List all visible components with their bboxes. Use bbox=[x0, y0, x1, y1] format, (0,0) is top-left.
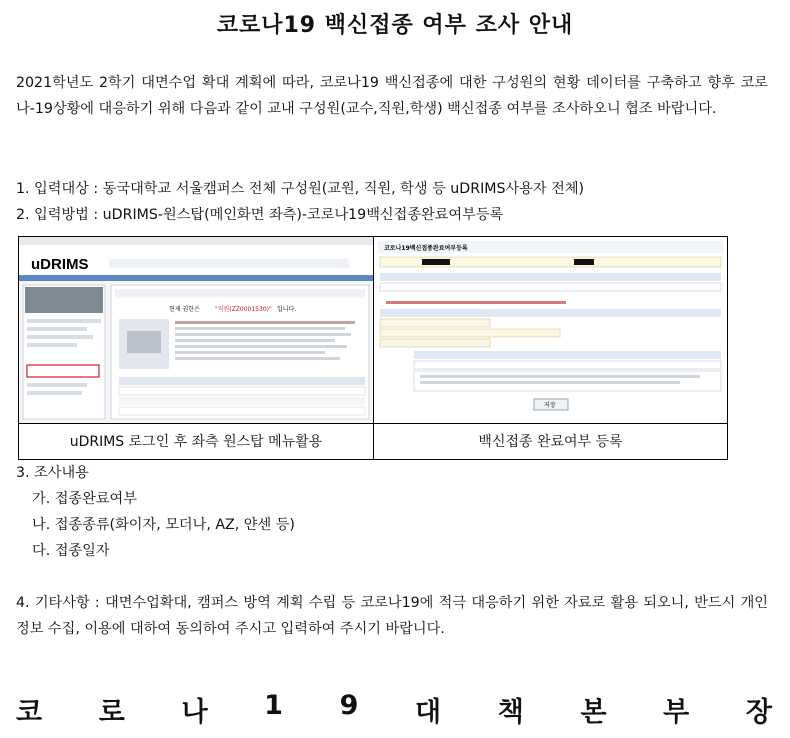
registration-heading: 코로나19백신접종완료여부등록 bbox=[384, 245, 468, 252]
footer-char: 코 bbox=[16, 697, 43, 728]
footer-char: 장 bbox=[745, 697, 772, 728]
footer-char: 로 bbox=[98, 697, 125, 728]
welcome-text: 현재 권한은 bbox=[169, 306, 200, 313]
footer-char: 대 bbox=[415, 697, 442, 728]
role-text: "직원(ZZ0001530)" bbox=[215, 306, 272, 313]
contents-header: 3. 조사내용 bbox=[16, 465, 89, 481]
udrims-logo: uDRIMS bbox=[31, 256, 89, 273]
footer-char: 나 bbox=[181, 697, 208, 728]
udrims-screenshot bbox=[19, 237, 374, 423]
signature-footer bbox=[16, 690, 772, 729]
left-caption: uDRIMS 로그인 후 좌측 원스탑 메뉴활용 bbox=[19, 424, 374, 460]
footer-char: 책 bbox=[497, 697, 524, 728]
footer-char: 9 bbox=[339, 690, 359, 721]
intro-paragraph: 2021학년도 2학기 대면수업 확대 계획에 따라, 코로나19 백신접종에 대한 구성원의 현황 데이터를 구축하고 향후 코로나-19상황에 대응하기 위해 다음과 같이 교내 구성원(교수,직원,학생) 백신접종 여부를 조사하오니 협조 바랍니다. bbox=[16, 75, 768, 117]
figure-caption-row bbox=[19, 423, 727, 460]
right-caption: 백신접종 완료여부 등록 bbox=[478, 434, 623, 450]
role-suffix: 입니다. bbox=[277, 306, 297, 313]
item-target: 1. 입력대상 : 동국대학교 서울캠퍼스 전체 구성원(교원, 직원, 학생 등 uDRIMS사용자 전체) bbox=[16, 181, 585, 197]
save-button-text: 저장 bbox=[544, 402, 556, 409]
footer-char: 본 bbox=[580, 697, 607, 728]
item-other: 4. 기타사항 : 대면수업확대, 캠퍼스 방역 계획 수립 등 코로나19에 적극 대응하기 위한 자료로 활용 되오니, 반드시 개인정보 수집, 이용에 대하여 동의하여 주시고 입력하여 주시기 바랍니다. bbox=[16, 595, 768, 637]
footer-char: 1 bbox=[264, 690, 283, 721]
contents-item-b: 나. 접종종류(화이자, 모더나, AZ, 얀센 등) bbox=[32, 517, 295, 533]
contents-item-a: 가. 접종완료여부 bbox=[32, 491, 137, 507]
footer-char: 부 bbox=[663, 697, 690, 728]
page-title: 코로나19 백신접종 여부 조사 안내 bbox=[216, 13, 574, 38]
instruction-figure bbox=[18, 236, 728, 460]
item-method: 2. 입력방법 : uDRIMS-원스탑(메인화면 좌측)-코로나19백신접종완료여부등록 bbox=[16, 207, 504, 223]
contents-item-c: 다. 접종일자 bbox=[32, 543, 110, 559]
vaccine-registration-screenshot bbox=[374, 237, 727, 423]
